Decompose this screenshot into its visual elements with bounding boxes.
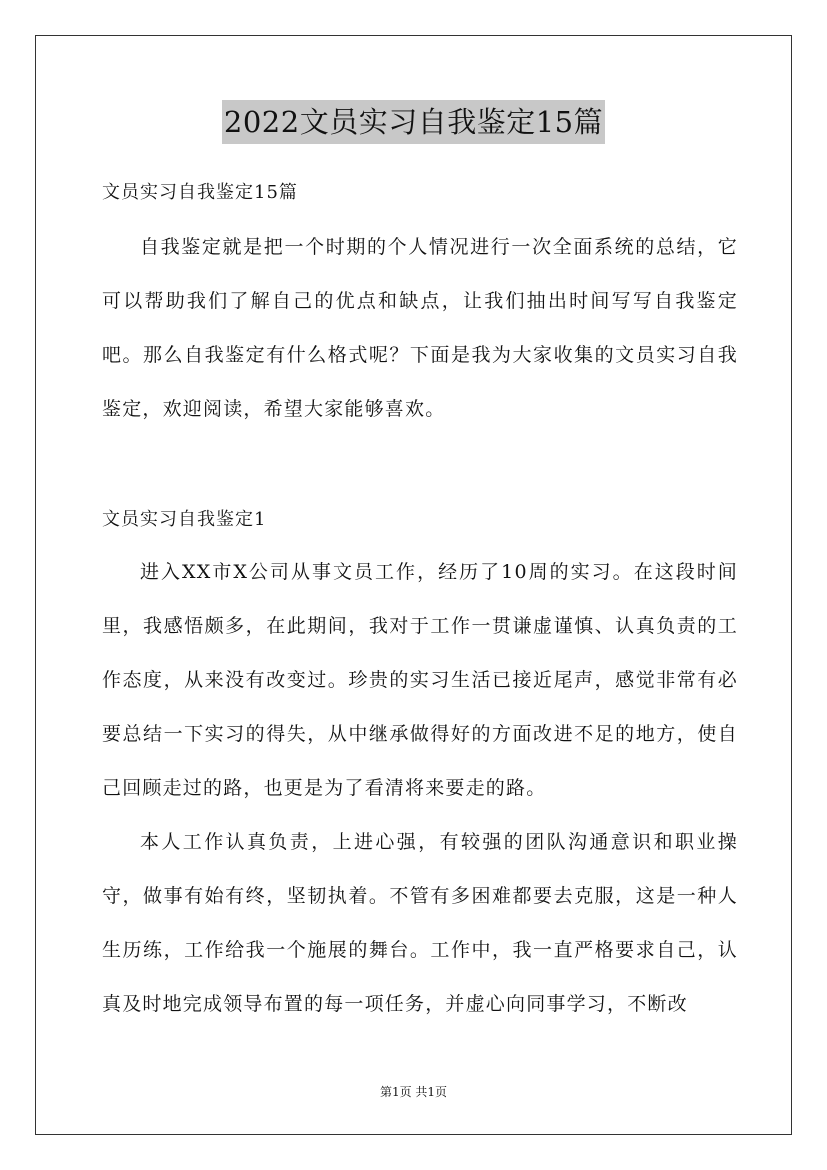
body-paragraph-2: [102, 815, 738, 1031]
paragraph-1-text: 进入XX市X公司从事文员工作，经历了10周的实习。在这段时间里，我感悟颇多，在此期间，我对于工作一贯谦虚谨慎、认真负责的工作态度，从来没有改变过。珍贵的实习生活已接近尾声，感觉非常有必要总结一下实习的得失，从中继承做得好的方面改进不足的地方，使自己回顾走过的路，也更是为了看清将来要走的路。: [102, 561, 738, 799]
title-container: [0, 100, 827, 144]
page-footer: 第1页 共1页: [379, 1085, 448, 1099]
intro-paragraph: [102, 220, 738, 436]
body-paragraph-1: [102, 545, 738, 815]
subtitle: 文员实习自我鉴定15篇: [102, 182, 298, 203]
paragraph-2-text: 本人工作认真负责，上进心强，有较强的团队沟通意识和职业操守，做事有始有终，坚韧执着。不管有多困难都要去克服，这是一种人生历练，工作给我一个施展的舞台。工作中，我一直严格要求自己，认真及时地完成领导布置的每一项任务，并虚心向同事学习，不断改: [102, 831, 738, 1015]
intro-text: 自我鉴定就是把一个时期的个人情况进行一次全面系统的总结，它可以帮助我们了解自己的优点和缺点，让我们抽出时间写写自我鉴定吧。那么自我鉴定有什么格式呢？下面是我为大家收集的文员实习自我鉴定，欢迎阅读，希望大家能够喜欢。: [102, 236, 738, 420]
section-heading: 文员实习自我鉴定1: [102, 509, 267, 530]
document-title: 2022文员实习自我鉴定15篇: [222, 100, 605, 144]
